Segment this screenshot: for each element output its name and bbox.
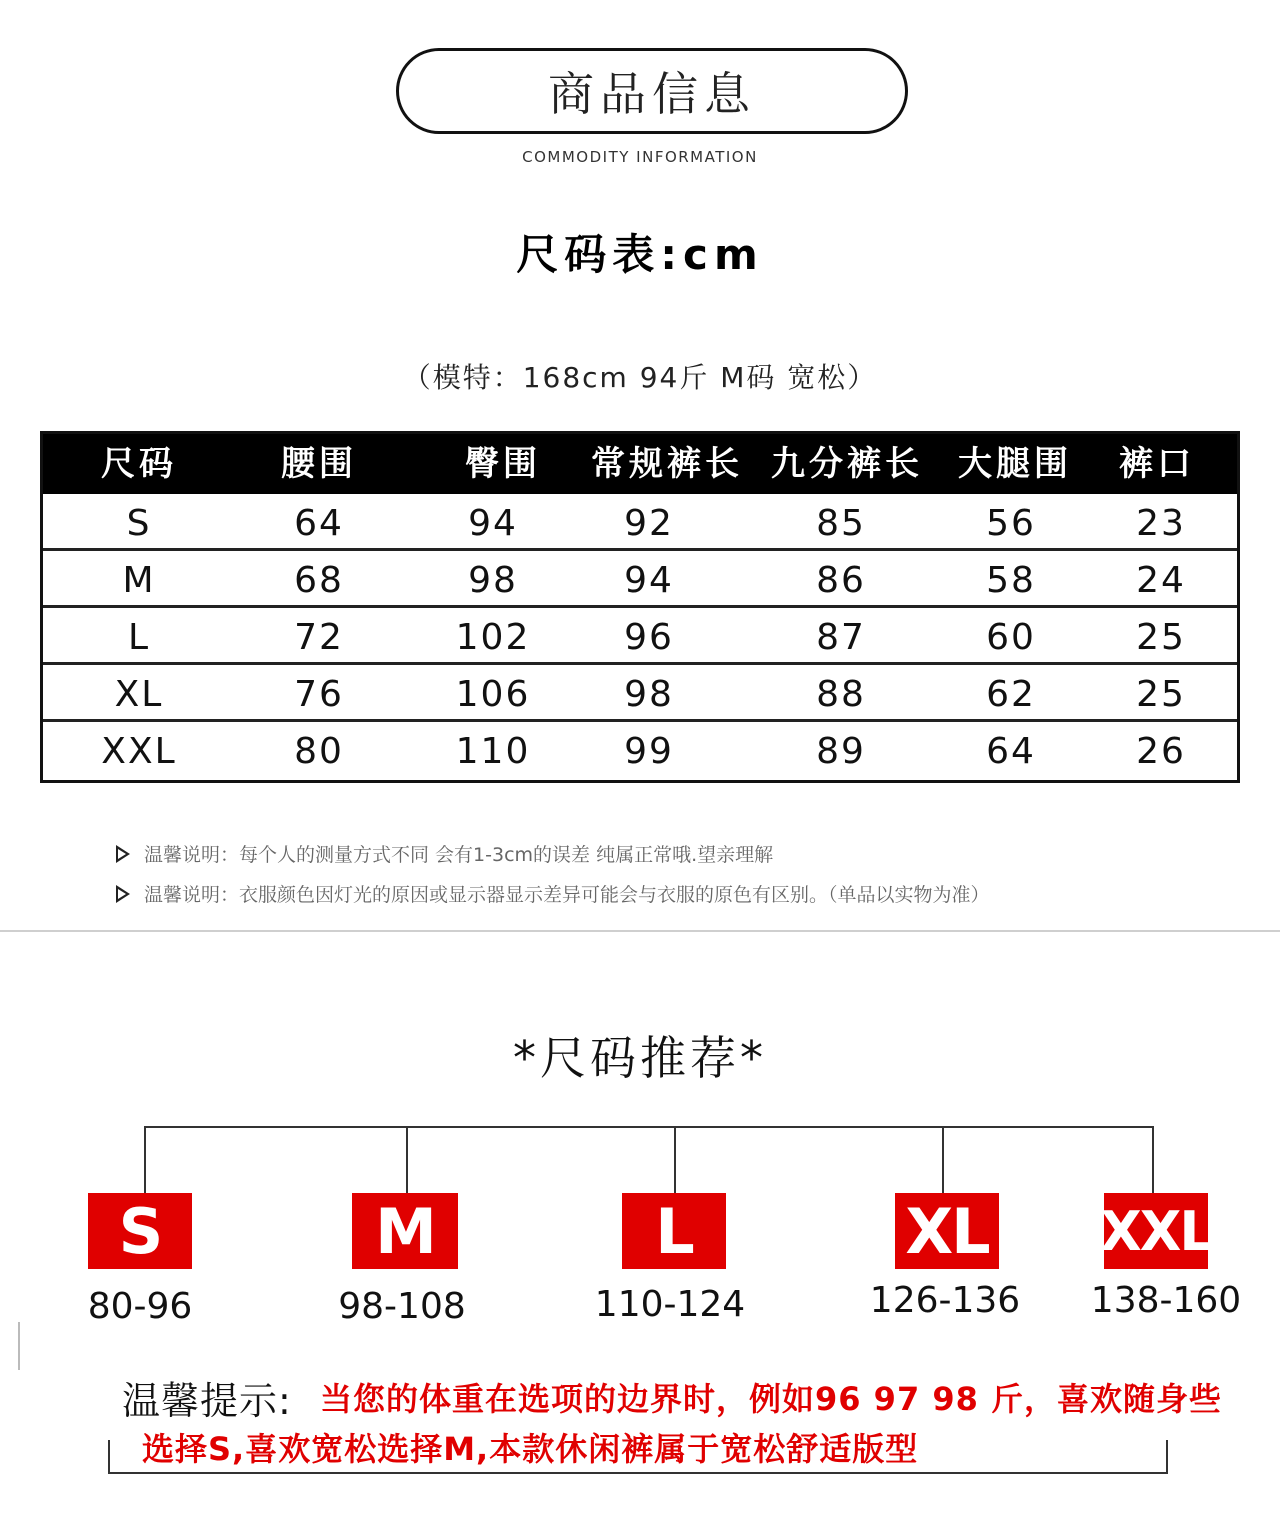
bracket-connector [406,1126,408,1196]
size-chart-heading: 尺码表:cm [516,230,764,279]
page-subtitle: COMMODITY INFORMATION [522,148,758,166]
table-cell: 80 [294,731,344,772]
warm-tip-line: 当您的体重在选项的边界时，例如96 97 98 斤，喜欢随身些 [320,1380,1223,1418]
table-cell: 64 [986,731,1036,772]
title-pill [396,48,908,134]
table-cell: 62 [986,674,1036,715]
column-header-cropped-length: 九分裤长 [771,444,923,484]
table-cell: 76 [294,674,344,715]
column-header-thigh: 大腿围 [958,444,1072,484]
table-cell: 56 [986,503,1036,544]
table-cell: 58 [986,560,1036,601]
table-cell: 25 [1136,617,1186,658]
weight-range-label: 98-108 [338,1286,466,1327]
table-cell: 110 [455,731,531,772]
table-row [43,494,1237,551]
table-cell: XXL [101,731,177,772]
size-table [40,431,1240,783]
table-cell: 99 [624,731,674,772]
edge-mark [18,1322,20,1370]
section-divider [0,930,1280,932]
table-cell: 72 [294,617,344,658]
warm-tip-line: 选择S,喜欢宽松选择M,本款休闲裤属于宽松舒适版型 [142,1430,919,1468]
warm-tip-bracket [108,1440,1168,1474]
size-badge-xl: XL [895,1193,999,1269]
table-header [43,434,1237,494]
table-row [43,722,1237,779]
weight-range-label: 110-124 [594,1284,746,1325]
table-cell: 106 [455,674,531,715]
table-cell: 89 [816,731,866,772]
bracket-connector [144,1126,146,1196]
table-cell: 23 [1136,503,1186,544]
column-header-hip: 臀围 [465,444,541,484]
size-badge-s: S [88,1193,192,1269]
triangle-bullet-icon [116,845,130,863]
page-title: 商品信息 [548,67,756,121]
table-cell: 64 [294,503,344,544]
table-row [43,665,1237,722]
table-row [43,608,1237,665]
table-cell: M [122,560,156,601]
table-cell: 87 [816,617,866,658]
table-cell: 98 [624,674,674,715]
recommendation-heading: *尺码推荐* [513,1031,767,1085]
table-cell: L [127,617,151,658]
table-cell: 98 [468,560,518,601]
table-cell: 88 [816,674,866,715]
size-badge-m: M [352,1193,458,1269]
column-header-waist: 腰围 [281,444,357,484]
table-cell: 96 [624,617,674,658]
table-cell: 94 [624,560,674,601]
size-badge-l: L [622,1193,726,1269]
table-cell: 60 [986,617,1036,658]
table-cell: S [126,503,152,544]
table-cell: 68 [294,560,344,601]
table-cell: 92 [624,503,674,544]
bracket-connector [1152,1126,1154,1196]
table-cell: 86 [816,560,866,601]
column-header-leg-opening: 裤口 [1119,444,1195,484]
note-text: 温馨说明：每个人的测量方式不同 会有1-3cm的误差 纯属正常哦.望亲理解 [144,844,774,866]
triangle-bullet-icon [116,885,130,903]
bracket-line [144,1126,1154,1128]
weight-range-label: 138-160 [1090,1280,1242,1321]
size-badge-xxl: XXL [1104,1193,1208,1269]
bracket-connector [674,1126,676,1196]
note-text: 温馨说明：衣服颜色因灯光的原因或显示器显示差异可能会与衣服的原色有区别。（单品以实物为准） [144,884,990,906]
note-line [116,880,990,907]
column-header-size: 尺码 [101,444,177,484]
table-cell: 102 [455,617,531,658]
weight-range-label: 126-136 [869,1280,1021,1321]
table-row [43,551,1237,608]
table-cell: 25 [1136,674,1186,715]
table-cell: 24 [1136,560,1186,601]
note-line [116,840,773,867]
table-cell: 26 [1136,731,1186,772]
bracket-connector [942,1126,944,1196]
table-cell: 85 [816,503,866,544]
column-header-length: 常规裤长 [591,444,743,484]
weight-range-label: 80-96 [87,1286,193,1327]
table-cell: XL [114,674,164,715]
table-cell: 94 [468,503,518,544]
warm-tip-prefix: 温馨提示: [122,1379,292,1423]
model-note: （模特：168cm 94斤 M码 宽松） [402,361,878,394]
